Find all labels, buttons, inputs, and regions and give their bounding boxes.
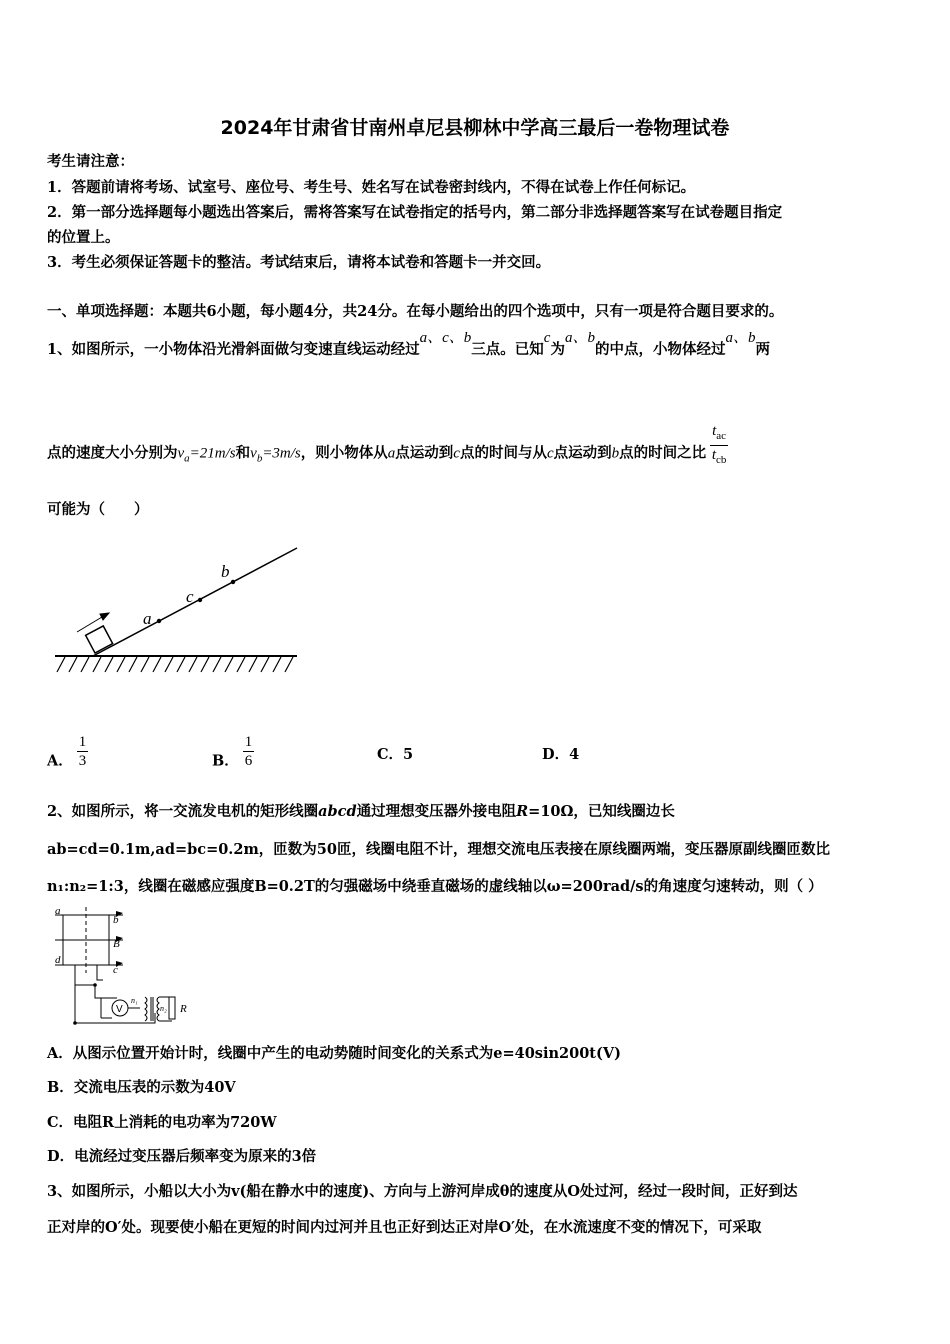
option-label: C． bbox=[377, 746, 404, 763]
ground-hatching bbox=[57, 657, 293, 672]
point-a bbox=[157, 619, 161, 623]
page-title: 2024年甘肃省甘南州卓尼县柳林中学高三最后一卷物理试卷 bbox=[220, 117, 730, 139]
frac-den: 6 bbox=[244, 753, 253, 769]
q1-var: a、b bbox=[725, 330, 756, 346]
label-a: a bbox=[143, 609, 152, 628]
option-label: D． bbox=[542, 746, 570, 763]
q2-option-c[interactable]: C．电阻R上消耗的电功率为720W bbox=[47, 1114, 277, 1131]
q1-var: a、c、b bbox=[419, 330, 472, 346]
frac-den: t bbox=[711, 447, 716, 463]
q2-var: R bbox=[516, 803, 529, 820]
q1-text: 三点。已知 bbox=[471, 341, 544, 358]
frac-den-sub: cb bbox=[715, 454, 727, 466]
q2-option-d[interactable]: D．电流经过变压器后频率变为原来的3倍 bbox=[47, 1148, 317, 1165]
frac-den: 3 bbox=[78, 753, 87, 769]
notice-item: 1．答题前请将考场、试室号、座位号、考生号、姓名写在试卷密封线内，不得在试卷上作任何标记。 bbox=[47, 179, 696, 196]
q2-option-b[interactable]: B．交流电压表的示数为40V bbox=[47, 1079, 236, 1096]
q2-text: =10Ω，已知线圈边长 bbox=[528, 803, 675, 820]
point-b bbox=[231, 580, 235, 584]
notice-item: 3．考生必须保证答题卡的整洁。考试结束后，请将本试卷和答题卡一并交回。 bbox=[47, 254, 551, 271]
q1-option-b[interactable] bbox=[212, 734, 258, 780]
frac-num: t bbox=[712, 423, 717, 439]
frac-num: 1 bbox=[78, 734, 87, 750]
fig-label-a: a bbox=[55, 905, 61, 917]
q1-value: =21m/s bbox=[189, 445, 236, 462]
q1-text: 和 bbox=[235, 444, 251, 462]
point-c bbox=[198, 598, 202, 602]
q1-text: 两 bbox=[755, 341, 770, 358]
q1-text: 点的时间之比 bbox=[619, 444, 707, 462]
generator-figure bbox=[45, 905, 205, 1030]
option-text: 5 bbox=[403, 746, 414, 763]
q3-line2: 正对岸的O′处。现要使小船在更短的时间内过河并且也正好到达正对岸O′处，在水流速度不变的情况下，可采取 bbox=[47, 1219, 762, 1236]
q1-var: b bbox=[611, 445, 620, 462]
q1-text: 为 bbox=[550, 341, 565, 358]
q1-var: c bbox=[453, 445, 460, 462]
q1-var: a、b bbox=[564, 330, 595, 346]
q1-line2 bbox=[47, 423, 732, 477]
q2-line3: n₁:n₂=1:3，线圈在磁感应强度B=0.2T的匀强磁场中绕垂直磁场的虚线轴以ω=200rad/s的角速度匀速转动，则（ ） bbox=[47, 878, 823, 895]
q3-line1: 3、如图所示，小船以大小为v(船在静水中的速度)、方向与上游河岸成θ的速度从O处过河，经过一段时间，正好到达 bbox=[47, 1183, 798, 1200]
q2-option-a[interactable]: A．从图示位置开始计时，线圈中产生的电动势随时间变化的关系式为e=40sin200t(V) bbox=[47, 1045, 621, 1062]
q1-var: v bbox=[250, 445, 257, 462]
q1-text: 点运动到 bbox=[395, 444, 454, 462]
q1-sub: b bbox=[256, 452, 263, 465]
q1-option-c[interactable] bbox=[377, 743, 413, 764]
q1-option-d[interactable] bbox=[542, 743, 579, 764]
option-fraction bbox=[243, 733, 255, 770]
q1-line1 bbox=[47, 330, 770, 360]
q1-var: c bbox=[543, 330, 551, 346]
q1-text: 点运动到 bbox=[553, 444, 612, 462]
q1-text: ，则小物体从 bbox=[300, 444, 388, 462]
option-fraction bbox=[77, 733, 89, 770]
incline-line bbox=[93, 548, 297, 656]
q2-text: 2、如图所示，将一交流发电机的矩形线圈 bbox=[47, 803, 319, 820]
fig-label-n1: n₁ bbox=[131, 996, 138, 1005]
fig-label-d: d bbox=[55, 954, 61, 966]
incline-figure bbox=[45, 540, 305, 675]
fig-label-c: c bbox=[113, 964, 118, 976]
q1-var: c bbox=[546, 445, 554, 462]
q1-text: 点的时间与从 bbox=[459, 444, 547, 462]
q1-var: a bbox=[387, 445, 396, 462]
option-label: A． bbox=[47, 752, 73, 770]
notice-item: 的位置上。 bbox=[47, 229, 120, 246]
time-ratio-fraction bbox=[710, 422, 728, 469]
option-text: 4 bbox=[569, 746, 580, 763]
fig-label-n2: n₂ bbox=[160, 1004, 167, 1013]
fig-label-B: B bbox=[113, 938, 120, 950]
q1-value: =3m/s bbox=[262, 445, 301, 462]
section-heading: 一、单项选择题：本题共6小题，每小题4分，共24分。在每小题给出的四个选项中，只有一项是符合题目要求的。 bbox=[47, 303, 784, 320]
q2-line1 bbox=[47, 802, 675, 822]
notice-heading: 考生请注意： bbox=[47, 153, 134, 170]
q1-option-a[interactable] bbox=[47, 734, 92, 780]
q1-text: 点的速度大小分别为 bbox=[47, 444, 178, 462]
frac-num: 1 bbox=[244, 734, 253, 750]
q1-text: 1、如图所示，一小物体沿光滑斜面做匀变速直线运动经过 bbox=[47, 341, 420, 358]
fig-label-V: V bbox=[116, 1004, 123, 1015]
label-c: c bbox=[186, 587, 194, 606]
q2-var: abcd bbox=[318, 803, 357, 820]
q2-text: 通过理想变压器外接电阻 bbox=[356, 803, 517, 820]
frac-num-sub: ac bbox=[716, 430, 727, 442]
q1-sub: a bbox=[184, 452, 190, 465]
fig-label-R: R bbox=[180, 1003, 187, 1015]
notice-item: 2．第一部分选择题每小题选出答案后，需将答案写在试卷指定的括号内，第二部分非选择题答案写在试卷题目指定 bbox=[47, 204, 783, 221]
q1-text: 的中点，小物体经过 bbox=[594, 341, 726, 358]
label-b: b bbox=[221, 562, 230, 581]
q1-var: v bbox=[177, 445, 185, 462]
q2-line2: ab=cd=0.1m,ad=bc=0.2m，匝数为50匝，线圈电阻不计，理想交流电压表接在原线圈两端，变压器原副线圈匝数比 bbox=[47, 841, 830, 858]
option-label: B． bbox=[212, 752, 239, 770]
q1-line3: 可能为（ ） bbox=[47, 501, 149, 518]
block bbox=[86, 626, 113, 653]
fig-label-b: b bbox=[113, 914, 119, 926]
resistor-R bbox=[169, 997, 175, 1019]
